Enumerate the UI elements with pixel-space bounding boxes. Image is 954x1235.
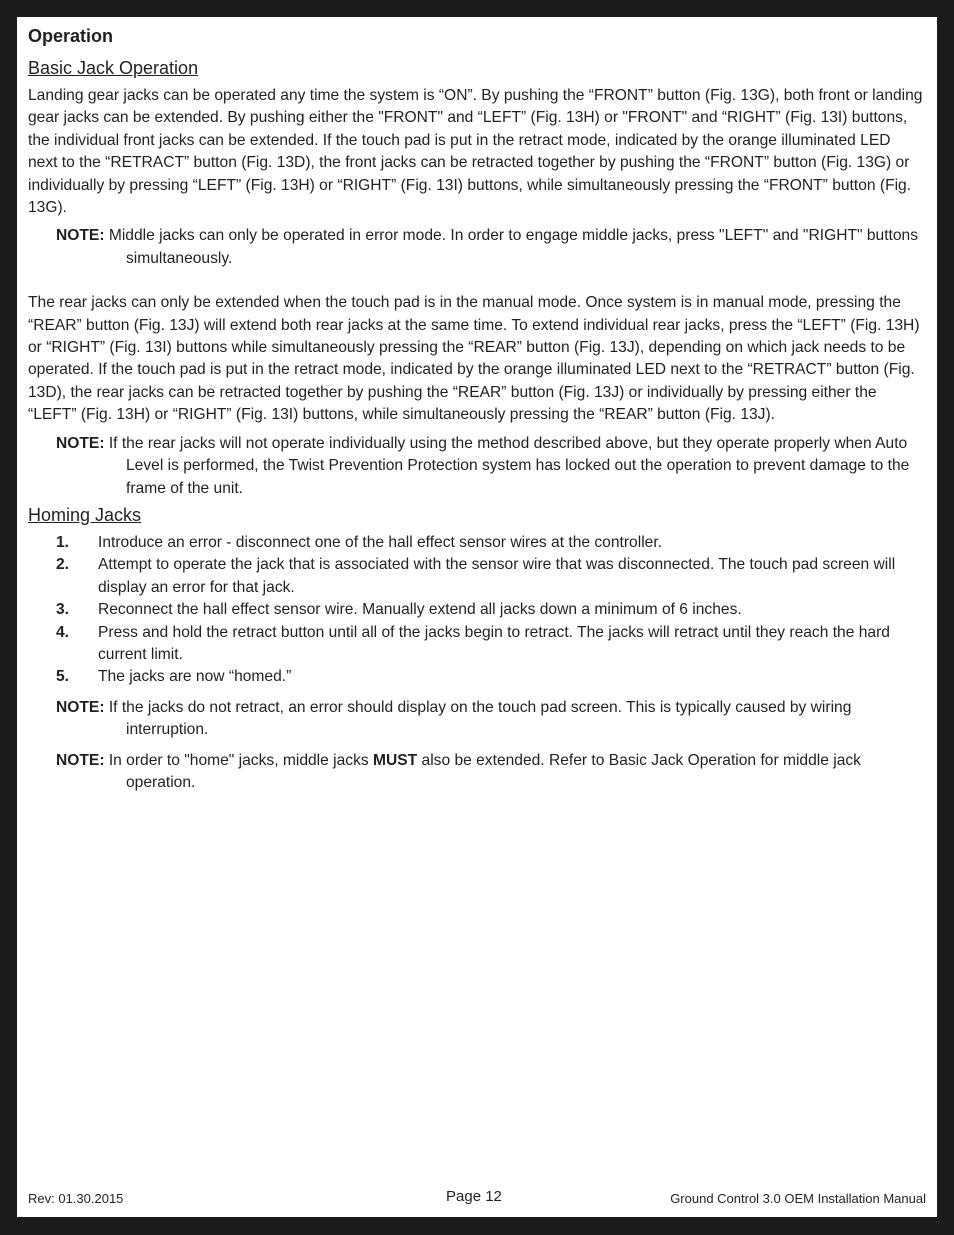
list-item <box>28 599 923 621</box>
list-item <box>28 666 923 688</box>
step-text: Introduce an error - disconnect one of the hall effect sensor wires at the controller. <box>98 533 662 551</box>
basic-paragraph-2: The rear jacks can only be extended when the touch pad is in the manual mode. Once system is in manual mode, pressing the “REAR” button (Fig. 13J) will extend both rear jacks at the same time. To extend individual rear jacks, press the “LEFT” (Fig. 13H) or “RIGHT” (Fig. 13I) buttons while simultaneously pressing the “REAR” button (Fig. 13J), depending on which jack needs to be operated. If the touch pad is put in the retract mode, indicated by the orange illuminated LED next to the “RETRACT” button (Fig. 13D), the rear jacks can be retracted together by pushing the “REAR” button (Fig. 13J) or individually by pressing either the “LEFT” (Fig. 13H) or “RIGHT” (Fig. 13I) buttons, while simultaneously pressing the “REAR” button (Fig. 13J). <box>28 294 920 424</box>
note-text: also be extended. Refer to Basic Jack Operation for middle jack operation. <box>126 751 861 791</box>
step-text: Reconnect the hall effect sensor wire. Manually extend all jacks down a minimum of 6 inches. <box>98 601 742 619</box>
note-no-retract <box>56 697 923 742</box>
note-label: NOTE: <box>56 751 105 769</box>
revision-date: Rev: 01.30.2015 <box>28 1191 124 1206</box>
section-title: Operation <box>28 26 114 46</box>
step-number: 4. <box>56 623 70 641</box>
note-text: If the rear jacks will not operate individually using the method described above, but they operate properly when Auto Level is performed, the Twist Prevention Protection system has locked out the operation to prevent damage to the frame of the unit. <box>104 434 910 497</box>
page-number: Page 12 <box>446 1188 502 1205</box>
list-item <box>28 532 923 554</box>
note-text: Middle jacks can only be operated in error mode. In order to engage middle jacks, press "LEFT" and "RIGHT" buttons simultaneously. <box>104 227 919 267</box>
list-item <box>28 622 923 667</box>
step-number: 5. <box>56 668 70 686</box>
note-middle-jacks <box>56 225 923 270</box>
note-home-middle <box>56 750 923 795</box>
note-label: NOTE: <box>56 227 105 245</box>
note-text: In order to "home" jacks, middle jacks <box>104 751 373 769</box>
note-text: If the jacks do not retract, an error should display on the touch pad screen. This is typically caused by wiring interruption. <box>104 698 852 739</box>
page-content <box>28 23 923 794</box>
note-label: NOTE: <box>56 698 105 716</box>
note-label: NOTE: <box>56 434 105 452</box>
list-item <box>28 554 923 599</box>
basic-paragraph-1: Landing gear jacks can be operated any time the system is “ON”. By pushing the “FRONT” button (Fig. 13G), both front or landing gear jacks can be extended. By pushing either the "FRONT" and “LEFT” (Fig. 13H) or "FRONT" and “RIGHT” (Fig. 13I) buttons, the individual front jacks can be extended. If the touch pad is put in the retract mode, indicated by the orange illuminated LED next to the “RETRACT” button (Fig. 13D), the front jacks can be retracted together by pushing the “FRONT” button (Fig. 13G) or individually by pressing “LEFT” (Fig. 13H) or “RIGHT” (Fig. 13I) buttons, while simultaneously pressing the “FRONT” button (Fig. 13G). <box>28 87 923 217</box>
step-text: Press and hold the retract button until all of the jacks begin to retract. The jacks will retract until they reach the hard current limit. <box>98 623 890 663</box>
step-number: 3. <box>56 601 70 619</box>
note-emphasis: MUST <box>373 751 418 769</box>
step-text: Attempt to operate the jack that is associated with the sensor wire that was disconnected. The touch pad screen will display an error for that jack. <box>98 556 896 596</box>
step-number: 1. <box>56 533 70 551</box>
step-text: The jacks are now “homed.” <box>98 668 292 686</box>
homing-steps-list <box>28 532 923 689</box>
step-number: 2. <box>56 556 70 574</box>
manual-title: Ground Control 3.0 OEM Installation Manual <box>670 1191 926 1206</box>
document-page <box>17 17 937 1217</box>
homing-jacks-heading: Homing Jacks <box>28 504 142 525</box>
basic-jack-heading: Basic Jack Operation <box>28 58 199 78</box>
note-rear-jacks <box>56 433 923 500</box>
